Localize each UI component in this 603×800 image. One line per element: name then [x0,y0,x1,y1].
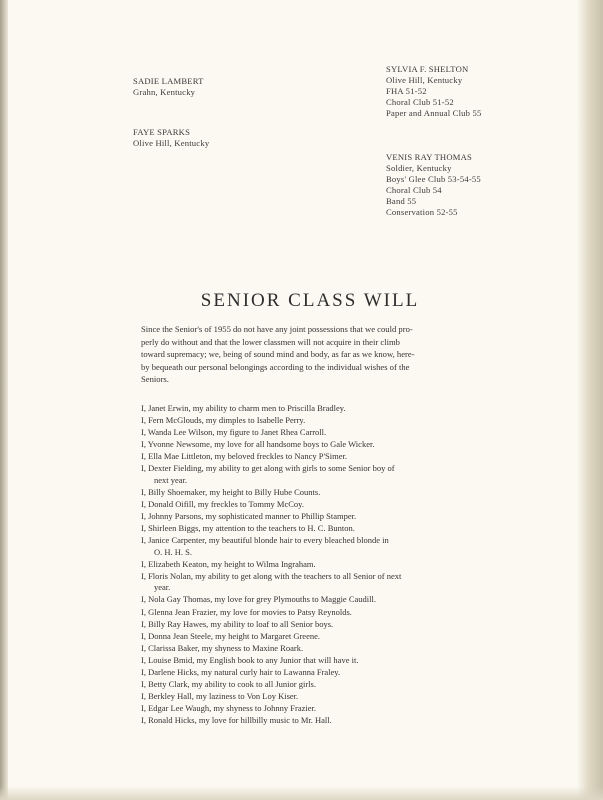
will-entry [141,607,486,618]
will-entry [141,463,486,486]
will-entry [141,427,486,438]
intro-line: toward supremacy; we, being of sound mind and body, as far as we know, here- [141,349,415,359]
profile-activity: FHA 51-52 [386,86,427,96]
page-edge-shadow [577,0,603,800]
will-entry [141,511,486,522]
profile-sylvia-shelton [386,64,482,119]
will-entry-continuation: O. H. H. S. [154,546,193,557]
will-entry-text: I, Fern McGlouds, my dimples to Isabelle Perry. [141,415,306,426]
will-entry-text: I, Donna Jean Steele, my height to Margaret Greene. [141,630,320,641]
profile-town: Olive Hill, Kentucky [386,75,463,85]
will-entry [141,487,486,498]
will-entry [141,559,486,570]
profile-activity: Conservation 52-55 [386,207,458,217]
will-entry [141,594,486,605]
will-entry [141,631,486,642]
profile-name: SYLVIA F. SHELTON [386,64,469,74]
will-entry [141,703,486,714]
will-entry [141,679,486,690]
will-entry [141,643,486,654]
will-entry [141,499,486,510]
intro-line: by bequeath our personal belongings according to the individual wishes of the [141,361,410,372]
will-entry-text: I, Yvonne Newsome, my love for all handsome boys to Gale Wicker. [141,439,375,450]
profile-town: Soldier, Kentucky [386,163,452,173]
will-entry [141,523,486,534]
will-entry-text: I, Elizabeth Keaton, my height to Wilma Ingraham. [141,558,316,569]
will-entry [141,451,486,462]
will-entry-text: I, Edgar Lee Waugh, my shyness to Johnny Frazier. [141,703,317,714]
will-entry [141,667,486,678]
will-entry [141,655,486,666]
profile-venis-thomas [386,152,481,218]
will-entry [141,571,486,594]
will-entry-text: I, Donald Oifill, my freckles to Tommy McCoy. [141,499,305,510]
will-entry-text: I, Darlene Hicks, my natural curly hair to Lawanna Fraley. [141,667,341,677]
will-entry-text: I, Billy Ray Hawes, my ability to loaf to all Senior boys. [141,618,334,629]
profile-activity: Band 55 [386,196,417,206]
will-entry-continuation: year. [154,582,171,593]
page-bottom-shadow [0,786,603,800]
will-entry [141,691,486,702]
profile-town: Grahn, Kentucky [133,87,196,97]
profile-activity: Choral Club 54 [386,185,442,195]
will-entry-text: I, Shirleen Biggs, my attention to the teachers to H. C. Bunton. [141,523,355,534]
will-entry-text: I, Janet Erwin, my ability to charm men to Priscilla Bradley. [141,403,346,413]
intro-paragraph [141,323,481,386]
profile-faye-sparks [133,127,209,149]
will-entry-text: I, Johnny Parsons, my sophisticated manner to Phillip Stamper. [141,511,357,522]
will-entry-text: I, Ronald Hicks, my love for hillbilly music to Mr. Hall. [141,715,332,726]
profile-activity: Choral Club 51-52 [386,97,454,107]
page-title: SENIOR CLASS WILL [200,290,420,311]
will-entry [141,535,486,558]
will-entry-text: I, Clarissa Baker, my shyness to Maxine Roark. [141,642,304,653]
profile-sadie-lambert [133,76,204,98]
profile-town: Olive Hill, Kentucky [133,138,210,148]
will-entry-text: I, Ella Mae Littleton, my beloved freckles to Nancy P'Simer. [141,451,347,462]
will-entry [141,619,486,630]
will-entry [141,715,486,726]
intro-line: Since the Senior's of 1955 do not have any joint possessions that we could pro- [141,324,413,334]
profile-activity: Paper and Annual Club 55 [386,108,482,118]
profile-name: SADIE LAMBERT [133,76,204,86]
will-entry-text: I, Wanda Lee Wilson, my figure to Janet Rhea Carroll. [141,427,327,438]
will-entry [141,415,486,426]
profile-activity: Boys' Glee Club 53-54-55 [386,174,481,184]
page-binding-shadow [0,0,8,800]
will-entry-text: I, Billy Shoemaker, my height to Billy Hube Counts. [141,486,321,497]
will-entry-text: I, Janice Carpenter, my beautiful blonde hair to every bleached blonde in [141,535,389,546]
will-entry-text: I, Glenna Jean Frazier, my love for movies to Patsy Reynolds. [141,606,352,617]
intro-line: perly do without and that the lower classmen will not acquire in their climb [141,336,400,347]
will-entry-continuation: next year. [154,474,188,485]
will-entry-text: I, Berkley Hall, my laziness to Von Loy Kiser. [141,691,299,702]
intro-line: Seniors. [141,374,169,384]
will-entry-text: I, Betty Clark, my ability to cook to all Junior girls. [141,679,316,690]
will-entry [141,403,486,414]
will-entry-text: I, Floris Nolan, my ability to get along with the teachers to all Senior of next [141,570,402,581]
will-entry [141,439,486,450]
will-entry-text: I, Dexter Fielding, my ability to get along with girls to some Senior boy of [141,463,395,474]
will-entry-text: I, Nola Gay Thomas, my love for grey Plymouths to Maggie Caudill. [141,594,376,605]
will-entries-list [141,403,486,727]
profile-name: VENIS RAY THOMAS [386,152,472,162]
profile-name: FAYE SPARKS [133,127,191,137]
will-entry-text: I, Louise Bmid, my English book to any Junior that will have it. [141,654,359,665]
